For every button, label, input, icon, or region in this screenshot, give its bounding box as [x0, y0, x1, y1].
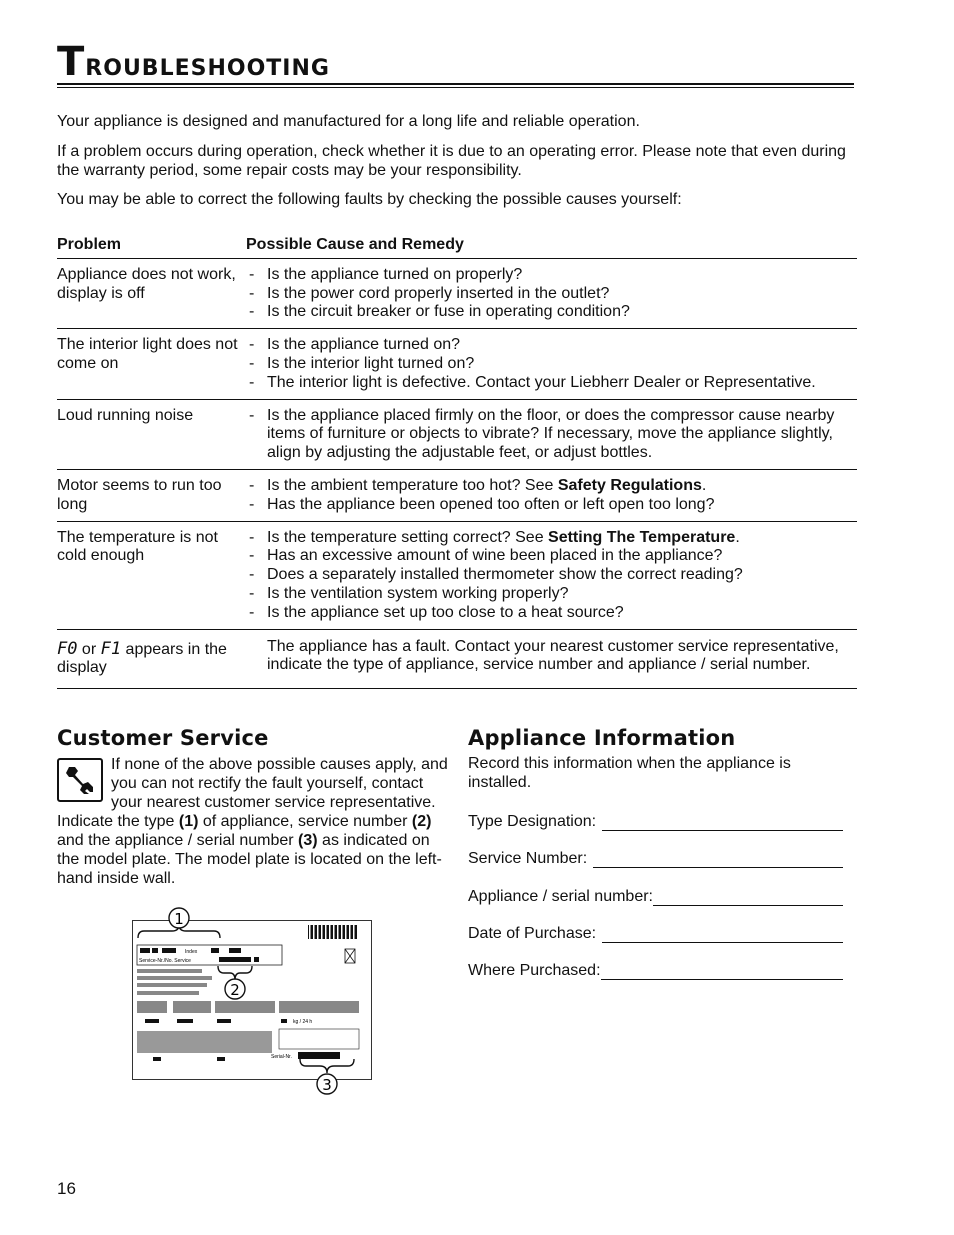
page-number: 16	[57, 1179, 76, 1198]
header-problem: Problem	[57, 234, 246, 258]
troubleshooting-table	[57, 234, 857, 689]
plate-index-label: Index	[185, 949, 198, 955]
blank-line[interactable]	[601, 965, 843, 980]
remedy-item: - Has the appliance been opened too often or left open too long?	[246, 496, 857, 515]
error-code-f0: F0	[57, 638, 78, 659]
appliance-info-heading: Appliance Information	[468, 726, 736, 750]
remedy-cell	[246, 329, 857, 399]
remedy-item: - Does a separately installed thermometer show the correct reading?	[246, 566, 857, 585]
table-row	[57, 469, 857, 521]
remedy-item: - The interior light is defective. Contact your Liebherr Dealer or Representative.	[246, 374, 857, 393]
remedy-item	[246, 477, 857, 496]
remedy-item: - Has an excessive amount of wine been placed in the appliance?	[246, 547, 857, 566]
table-row	[57, 521, 857, 629]
wrench-icon	[57, 758, 103, 802]
field-serial-number[interactable]	[468, 888, 843, 906]
plate-service-label: Service-Nr./No. Service	[139, 958, 191, 964]
remedy-item: - Is the ventilation system working properly?	[246, 585, 857, 604]
reference-setting-temperature: Setting The Temperature	[548, 528, 736, 546]
table-row	[57, 399, 857, 469]
remedy-text: Is the ambient temperature too hot? See	[267, 476, 558, 494]
remedy-item: - Is the appliance placed firmly on the floor, or does the compressor cause nearby items of furniture or objects to vibrate? If necessary, move the appliance slightly, align by adjusting the adjustable feet, or adjust bottles.	[246, 407, 857, 463]
plate-unit-label: kg / 24 h	[293, 1019, 313, 1025]
table-header-row	[57, 234, 857, 258]
callout-1: 1	[174, 910, 184, 928]
cs-text-part: of appliance, service number	[198, 813, 412, 830]
problem-cell: The temperature is not cold enough	[57, 521, 246, 629]
plate-callouts	[130, 905, 390, 1097]
plate-serial-label: Serial-Nr.	[271, 1054, 292, 1060]
customer-service-heading: Customer Service	[57, 726, 269, 750]
remedy-item: - Is the appliance turned on properly?	[246, 266, 857, 285]
problem-cell: Loud running noise	[57, 399, 246, 469]
table-row	[57, 629, 857, 689]
intro-paragraph-3: You may be able to correct the following faults by checking the possible causes yourself:	[57, 191, 682, 208]
reference-safety-regulations: Safety Regulations	[557, 476, 702, 494]
ref-2: (2)	[411, 813, 432, 830]
remedy-cell: The appliance has a fault. Contact your nearest customer service representative, indicate the type of appliance, service number and appliance / serial number.	[246, 629, 857, 689]
field-label: Date of Purchase:	[468, 925, 597, 942]
header-remedy: Possible Cause and Remedy	[246, 234, 857, 258]
cs-text-part: If none of the above possible causes apply, and you can not rectify the fault yourself, contact your nearest customer service representative. Indicate the type	[57, 756, 448, 830]
customer-service-text	[57, 755, 452, 888]
blank-line[interactable]	[602, 816, 843, 831]
blank-line[interactable]	[653, 891, 843, 906]
remedy-item: - Is the interior light turned on?	[246, 355, 857, 374]
blank-line[interactable]	[593, 853, 843, 868]
field-type-designation[interactable]	[468, 813, 843, 831]
intro-paragraph-1: Your appliance is designed and manufactured for a long life and reliable operation.	[57, 113, 640, 130]
remedy-text: .	[735, 528, 740, 546]
ref-1: (1)	[178, 813, 199, 830]
problem-cell: The interior light does not come on	[57, 329, 246, 399]
remedy-item: - Is the appliance set up too close to a heat source?	[246, 604, 857, 623]
field-service-number[interactable]	[468, 850, 843, 868]
intro-paragraph-2: If a problem occurs during operation, check whether it is due to an operating error. Please note that even during the warranty period, some repair costs may be your responsibility.	[57, 143, 846, 179]
remedy-item	[246, 529, 857, 548]
cs-text-part: as indicated on the model plate. The model plate is located on the left-hand inside wall.	[57, 832, 442, 887]
problem-cell: Appliance does not work, display is off	[57, 258, 246, 328]
remedy-text: .	[701, 476, 707, 494]
problem-text: or	[77, 640, 101, 658]
field-label: Type Designation:	[468, 813, 597, 830]
appliance-info-intro: Record this information when the appliance is installed.	[468, 755, 791, 791]
field-label: Appliance / serial number:	[468, 888, 653, 905]
error-code-f1: F1	[100, 638, 122, 659]
ref-3: (3)	[298, 832, 318, 849]
problem-cell: Motor seems to run too long	[57, 469, 246, 521]
remedy-item: - Is the circuit breaker or fuse in operating condition?	[246, 303, 857, 322]
page-title: Troubleshooting	[57, 39, 330, 85]
field-date-of-purchase[interactable]	[468, 925, 843, 943]
remedy-text: Is the temperature setting correct? See	[267, 528, 549, 546]
table-row	[57, 329, 857, 399]
table-row	[57, 258, 857, 328]
callout-3: 3	[322, 1076, 332, 1094]
remedy-cell	[246, 258, 857, 328]
problem-text: appears in the display	[57, 640, 227, 677]
remedy-item: - Is the power cord properly inserted in the outlet?	[246, 285, 857, 304]
field-label: Where Purchased:	[468, 962, 601, 979]
field-where-purchased[interactable]	[468, 962, 843, 980]
callout-2: 2	[230, 981, 240, 999]
problem-cell	[57, 629, 246, 689]
cs-text-part: and the appliance / serial number	[57, 832, 299, 849]
remedy-cell	[246, 469, 857, 521]
field-label: Service Number:	[468, 850, 588, 867]
remedy-cell	[246, 521, 857, 629]
title-rule	[57, 83, 854, 88]
blank-line[interactable]	[602, 928, 843, 943]
remedy-item: - Is the appliance turned on?	[246, 336, 857, 355]
remedy-cell	[246, 399, 857, 469]
